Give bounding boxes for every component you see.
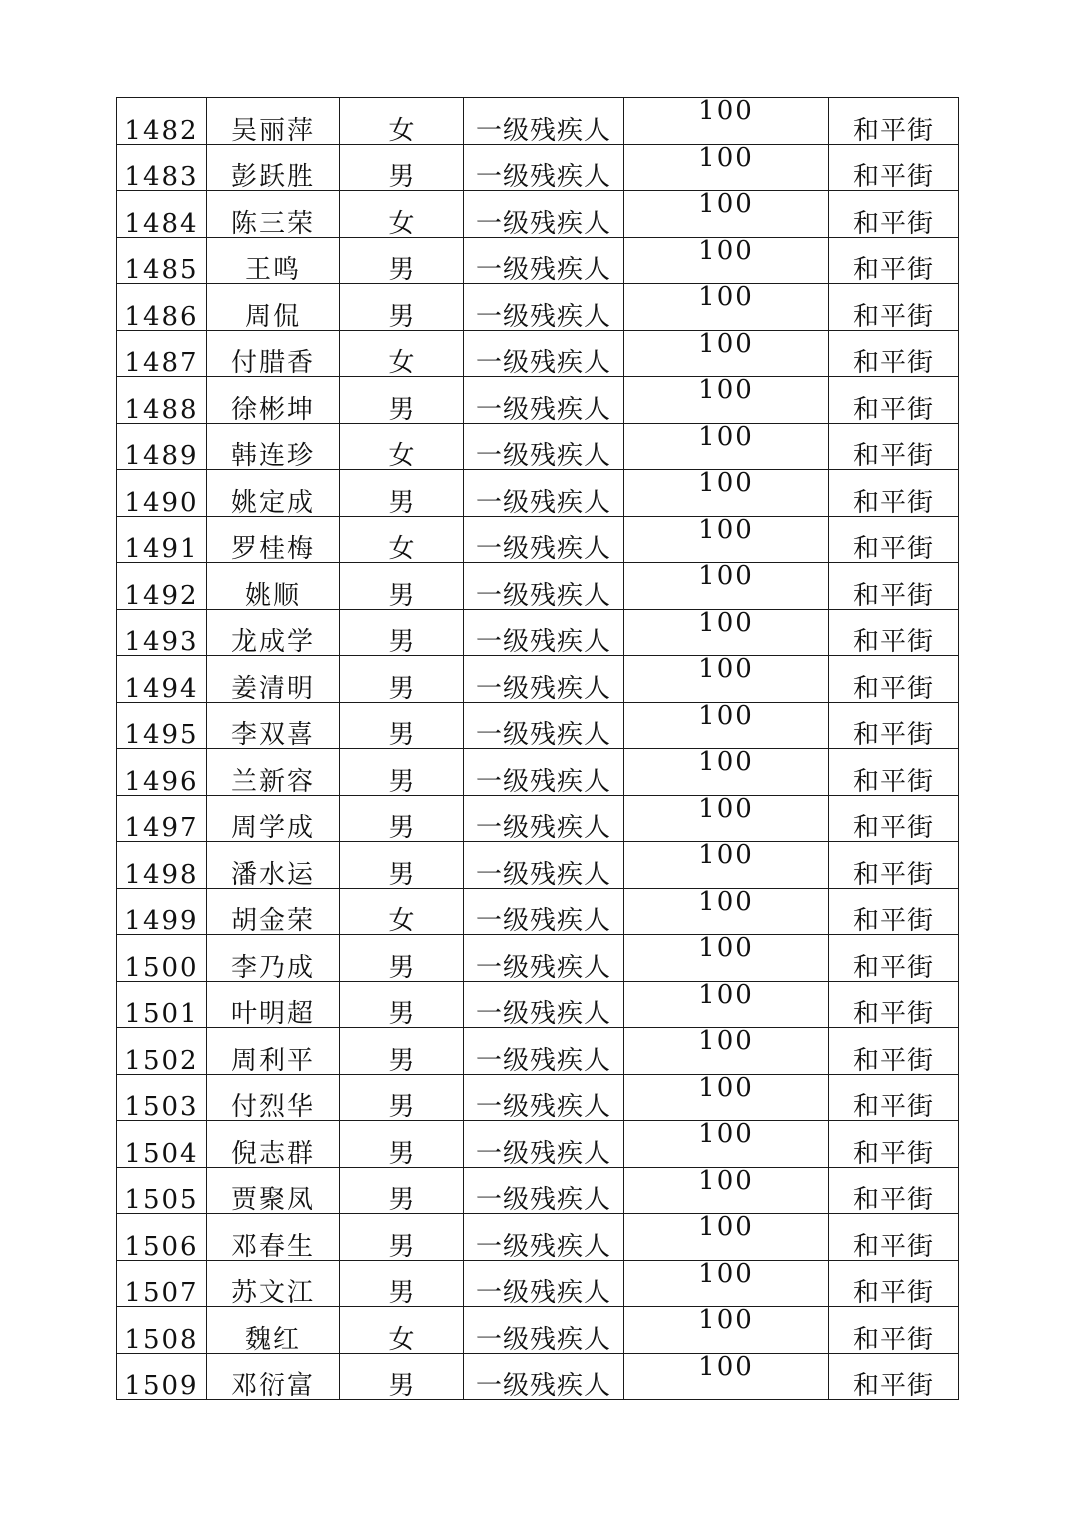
table-row — [117, 563, 959, 610]
community-area-cell: 和平街 — [829, 191, 959, 238]
gender-cell: 男 — [340, 702, 464, 749]
subsidy-amount-cell: 100 — [624, 888, 829, 935]
community-area-cell: 和平街 — [829, 284, 959, 331]
gender-cell: 男 — [340, 377, 464, 424]
disability-category-cell: 一级残疾人 — [464, 1167, 624, 1214]
person-name-cell: 徐彬坤 — [207, 377, 340, 424]
table-row — [117, 1074, 959, 1121]
person-name-cell: 周侃 — [207, 284, 340, 331]
gender-cell: 女 — [340, 888, 464, 935]
row-number-cell: 1485 — [117, 237, 207, 284]
person-name-cell: 陈三荣 — [207, 191, 340, 238]
subsidy-amount-cell: 100 — [624, 1028, 829, 1075]
gender-cell: 女 — [340, 516, 464, 563]
gender-cell: 男 — [340, 656, 464, 703]
row-number-cell: 1501 — [117, 981, 207, 1028]
row-number-cell: 1505 — [117, 1167, 207, 1214]
row-number-cell: 1498 — [117, 842, 207, 889]
subsidy-amount-cell: 100 — [624, 702, 829, 749]
community-area-cell: 和平街 — [829, 981, 959, 1028]
community-area-cell: 和平街 — [829, 377, 959, 424]
table-row — [117, 191, 959, 238]
gender-cell: 男 — [340, 935, 464, 982]
subsidy-amount-cell: 100 — [624, 656, 829, 703]
table-row — [117, 1121, 959, 1168]
table-row — [117, 1028, 959, 1075]
person-name-cell: 吴丽萍 — [207, 98, 340, 145]
disability-category-cell: 一级残疾人 — [464, 377, 624, 424]
table-row — [117, 702, 959, 749]
gender-cell: 男 — [340, 144, 464, 191]
row-number-cell: 1489 — [117, 423, 207, 470]
person-name-cell: 兰新容 — [207, 749, 340, 796]
gender-cell: 男 — [340, 563, 464, 610]
subsidy-amount-cell: 100 — [624, 749, 829, 796]
gender-cell: 男 — [340, 981, 464, 1028]
row-number-cell: 1490 — [117, 470, 207, 517]
disability-category-cell: 一级残疾人 — [464, 1121, 624, 1168]
row-number-cell: 1488 — [117, 377, 207, 424]
gender-cell: 男 — [340, 795, 464, 842]
row-number-cell: 1504 — [117, 1121, 207, 1168]
row-number-cell: 1493 — [117, 609, 207, 656]
row-number-cell: 1491 — [117, 516, 207, 563]
person-name-cell: 潘水运 — [207, 842, 340, 889]
disability-category-cell: 一级残疾人 — [464, 98, 624, 145]
subsidy-amount-cell: 100 — [624, 1307, 829, 1354]
subsidy-amount-cell: 100 — [624, 1353, 829, 1400]
community-area-cell: 和平街 — [829, 516, 959, 563]
row-number-cell: 1507 — [117, 1260, 207, 1307]
person-name-cell: 王鸣 — [207, 237, 340, 284]
table-row — [117, 795, 959, 842]
subsidy-amount-cell: 100 — [624, 470, 829, 517]
gender-cell: 男 — [340, 1214, 464, 1261]
community-area-cell: 和平街 — [829, 656, 959, 703]
gender-cell: 女 — [340, 330, 464, 377]
disability-category-cell: 一级残疾人 — [464, 237, 624, 284]
disability-category-cell: 一级残疾人 — [464, 656, 624, 703]
person-name-cell: 贾聚凤 — [207, 1167, 340, 1214]
community-area-cell: 和平街 — [829, 935, 959, 982]
community-area-cell: 和平街 — [829, 330, 959, 377]
subsidy-amount-cell: 100 — [624, 284, 829, 331]
subsidy-amount-cell: 100 — [624, 1167, 829, 1214]
subsidy-amount-cell: 100 — [624, 842, 829, 889]
subsidy-amount-cell: 100 — [624, 1074, 829, 1121]
gender-cell: 男 — [340, 609, 464, 656]
gender-cell: 男 — [340, 470, 464, 517]
disability-category-cell: 一级残疾人 — [464, 1353, 624, 1400]
table-row — [117, 1353, 959, 1400]
subsidy-amount-cell: 100 — [624, 423, 829, 470]
subsidy-amount-cell: 100 — [624, 330, 829, 377]
person-name-cell: 付烈华 — [207, 1074, 340, 1121]
row-number-cell: 1508 — [117, 1307, 207, 1354]
subsidy-amount-cell: 100 — [624, 1121, 829, 1168]
row-number-cell: 1486 — [117, 284, 207, 331]
person-name-cell: 李乃成 — [207, 935, 340, 982]
community-area-cell: 和平街 — [829, 1214, 959, 1261]
recipient-table — [116, 97, 959, 1400]
disability-category-cell: 一级残疾人 — [464, 935, 624, 982]
disability-category-cell: 一级残疾人 — [464, 609, 624, 656]
subsidy-amount-cell: 100 — [624, 191, 829, 238]
community-area-cell: 和平街 — [829, 1353, 959, 1400]
table-row — [117, 656, 959, 703]
table-row — [117, 981, 959, 1028]
table-row — [117, 888, 959, 935]
subsidy-amount-cell: 100 — [624, 377, 829, 424]
person-name-cell: 叶明超 — [207, 981, 340, 1028]
person-name-cell: 倪志群 — [207, 1121, 340, 1168]
subsidy-amount-cell: 100 — [624, 98, 829, 145]
community-area-cell: 和平街 — [829, 1260, 959, 1307]
gender-cell: 女 — [340, 191, 464, 238]
community-area-cell: 和平街 — [829, 1074, 959, 1121]
subsidy-amount-cell: 100 — [624, 981, 829, 1028]
row-number-cell: 1494 — [117, 656, 207, 703]
community-area-cell: 和平街 — [829, 749, 959, 796]
disability-category-cell: 一级残疾人 — [464, 144, 624, 191]
person-name-cell: 周利平 — [207, 1028, 340, 1075]
row-number-cell: 1495 — [117, 702, 207, 749]
gender-cell: 男 — [340, 1074, 464, 1121]
table-row — [117, 470, 959, 517]
row-number-cell: 1499 — [117, 888, 207, 935]
disability-category-cell: 一级残疾人 — [464, 191, 624, 238]
disability-category-cell: 一级残疾人 — [464, 1214, 624, 1261]
disability-category-cell: 一级残疾人 — [464, 423, 624, 470]
disability-category-cell: 一级残疾人 — [464, 1028, 624, 1075]
table-row — [117, 516, 959, 563]
table-row — [117, 98, 959, 145]
community-area-cell: 和平街 — [829, 423, 959, 470]
table-row — [117, 423, 959, 470]
gender-cell: 男 — [340, 237, 464, 284]
subsidy-amount-cell: 100 — [624, 237, 829, 284]
person-name-cell: 姚顺 — [207, 563, 340, 610]
table-row — [117, 284, 959, 331]
row-number-cell: 1509 — [117, 1353, 207, 1400]
gender-cell: 女 — [340, 1307, 464, 1354]
subsidy-amount-cell: 100 — [624, 1260, 829, 1307]
disability-category-cell: 一级残疾人 — [464, 470, 624, 517]
community-area-cell: 和平街 — [829, 842, 959, 889]
person-name-cell: 彭跃胜 — [207, 144, 340, 191]
row-number-cell: 1484 — [117, 191, 207, 238]
person-name-cell: 姚定成 — [207, 470, 340, 517]
community-area-cell: 和平街 — [829, 563, 959, 610]
table-row — [117, 842, 959, 889]
disability-category-cell: 一级残疾人 — [464, 1074, 624, 1121]
row-number-cell: 1506 — [117, 1214, 207, 1261]
disability-category-cell: 一级残疾人 — [464, 1307, 624, 1354]
person-name-cell: 龙成学 — [207, 609, 340, 656]
person-name-cell: 李双喜 — [207, 702, 340, 749]
community-area-cell: 和平街 — [829, 144, 959, 191]
subsidy-amount-cell: 100 — [624, 609, 829, 656]
row-number-cell: 1482 — [117, 98, 207, 145]
community-area-cell: 和平街 — [829, 609, 959, 656]
gender-cell: 男 — [340, 1028, 464, 1075]
gender-cell: 男 — [340, 842, 464, 889]
disability-category-cell: 一级残疾人 — [464, 330, 624, 377]
subsidy-amount-cell: 100 — [624, 563, 829, 610]
community-area-cell: 和平街 — [829, 98, 959, 145]
disability-category-cell: 一级残疾人 — [464, 888, 624, 935]
disability-category-cell: 一级残疾人 — [464, 981, 624, 1028]
community-area-cell: 和平街 — [829, 1121, 959, 1168]
table-row — [117, 1167, 959, 1214]
gender-cell: 女 — [340, 98, 464, 145]
community-area-cell: 和平街 — [829, 1307, 959, 1354]
gender-cell: 男 — [340, 284, 464, 331]
table-row — [117, 1307, 959, 1354]
table-row — [117, 935, 959, 982]
person-name-cell: 付腊香 — [207, 330, 340, 377]
row-number-cell: 1502 — [117, 1028, 207, 1075]
subsidy-amount-cell: 100 — [624, 144, 829, 191]
disability-category-cell: 一级残疾人 — [464, 284, 624, 331]
subsidy-amount-cell: 100 — [624, 516, 829, 563]
community-area-cell: 和平街 — [829, 1167, 959, 1214]
table-row — [117, 237, 959, 284]
disability-category-cell: 一级残疾人 — [464, 1260, 624, 1307]
person-name-cell: 苏文江 — [207, 1260, 340, 1307]
gender-cell: 男 — [340, 1121, 464, 1168]
person-name-cell: 胡金荣 — [207, 888, 340, 935]
row-number-cell: 1483 — [117, 144, 207, 191]
disability-category-cell: 一级残疾人 — [464, 563, 624, 610]
disability-category-cell: 一级残疾人 — [464, 795, 624, 842]
community-area-cell: 和平街 — [829, 795, 959, 842]
community-area-cell: 和平街 — [829, 888, 959, 935]
disability-category-cell: 一级残疾人 — [464, 702, 624, 749]
subsidy-amount-cell: 100 — [624, 935, 829, 982]
person-name-cell: 邓衍富 — [207, 1353, 340, 1400]
table-row — [117, 749, 959, 796]
person-name-cell: 韩连珍 — [207, 423, 340, 470]
table-row — [117, 330, 959, 377]
table-row — [117, 609, 959, 656]
row-number-cell: 1492 — [117, 563, 207, 610]
table-row — [117, 144, 959, 191]
table-row — [117, 377, 959, 424]
disability-category-cell: 一级残疾人 — [464, 516, 624, 563]
subsidy-amount-cell: 100 — [624, 795, 829, 842]
community-area-cell: 和平街 — [829, 470, 959, 517]
community-area-cell: 和平街 — [829, 237, 959, 284]
gender-cell: 男 — [340, 749, 464, 796]
table-row — [117, 1260, 959, 1307]
row-number-cell: 1500 — [117, 935, 207, 982]
community-area-cell: 和平街 — [829, 702, 959, 749]
row-number-cell: 1503 — [117, 1074, 207, 1121]
person-name-cell: 周学成 — [207, 795, 340, 842]
disability-category-cell: 一级残疾人 — [464, 842, 624, 889]
row-number-cell: 1496 — [117, 749, 207, 796]
person-name-cell: 邓春生 — [207, 1214, 340, 1261]
subsidy-amount-cell: 100 — [624, 1214, 829, 1261]
person-name-cell: 罗桂梅 — [207, 516, 340, 563]
row-number-cell: 1497 — [117, 795, 207, 842]
community-area-cell: 和平街 — [829, 1028, 959, 1075]
gender-cell: 男 — [340, 1167, 464, 1214]
gender-cell: 女 — [340, 423, 464, 470]
row-number-cell: 1487 — [117, 330, 207, 377]
table-row — [117, 1214, 959, 1261]
person-name-cell: 姜清明 — [207, 656, 340, 703]
disability-category-cell: 一级残疾人 — [464, 749, 624, 796]
gender-cell: 男 — [340, 1353, 464, 1400]
gender-cell: 男 — [340, 1260, 464, 1307]
recipient-table-body — [117, 98, 959, 1400]
person-name-cell: 魏红 — [207, 1307, 340, 1354]
